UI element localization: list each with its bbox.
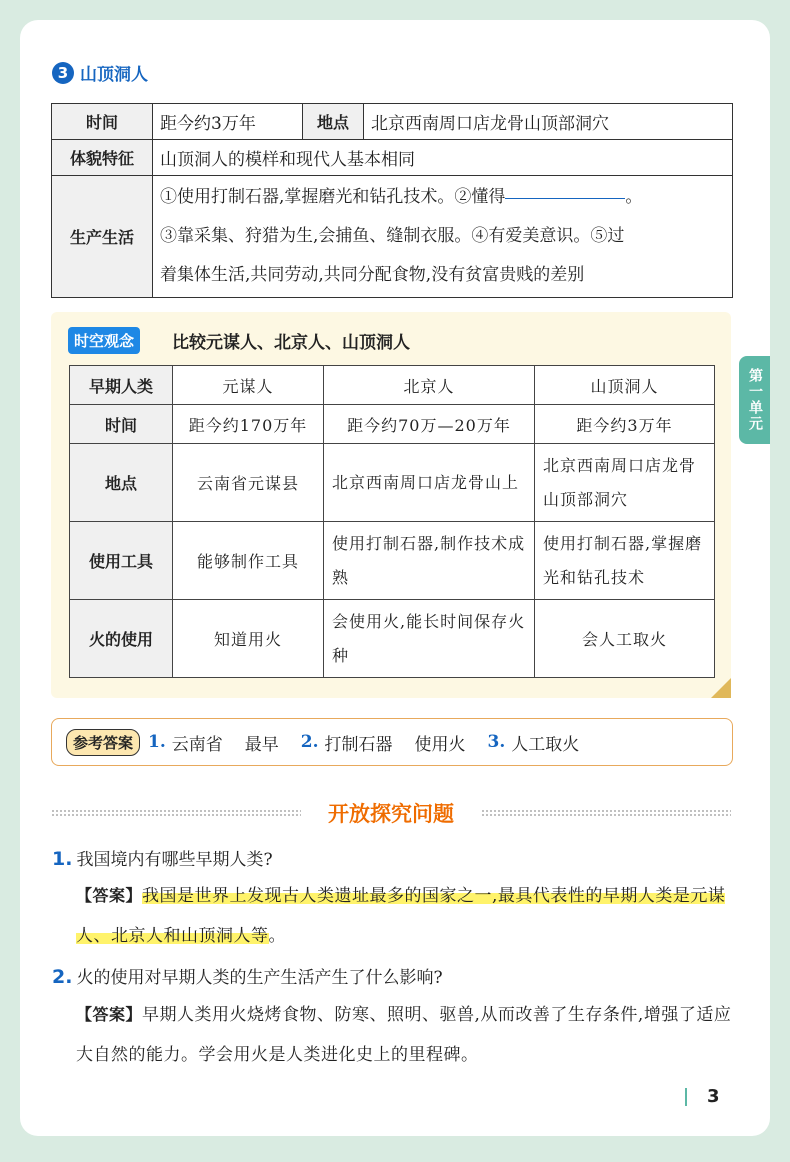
row-label: 使用工具: [70, 522, 173, 600]
header-cell: 北京人: [324, 366, 535, 405]
unit-side-tab: [739, 356, 770, 444]
answer-text: 最早: [244, 734, 279, 755]
table-cell: 使用打制石器,掌握磨光和钻孔技术: [535, 522, 715, 600]
header-cell: 山顶洞人: [535, 366, 715, 405]
table-cell: 会人工取火: [535, 600, 715, 678]
info-table: [51, 103, 733, 298]
question-1: [52, 845, 273, 870]
page-number: 3: [707, 1086, 720, 1107]
life-line3: 着集体生活,共同劳动,共同分配食物,没有贫富贵贱的差别: [160, 265, 585, 285]
feature-label: 体貌特征: [52, 140, 153, 176]
life-line1-end: 。: [625, 187, 643, 207]
answer-number: 3.: [487, 732, 506, 752]
reference-answers: [51, 718, 733, 766]
answer-2: [76, 995, 736, 1075]
answer-text: 使用火: [414, 734, 466, 755]
compare-table: [69, 365, 715, 678]
concept-tag: 时空观念: [68, 327, 140, 354]
table-cell: 距今约70万—20万年: [324, 405, 535, 444]
answer-label: 【答案】: [76, 1005, 143, 1024]
question-number: 2.: [52, 966, 73, 988]
unit-tab-label: 第一单元: [747, 368, 763, 432]
table-cell: 北京西南周口店龙骨山上: [324, 444, 535, 522]
question-2: [52, 963, 443, 988]
section-number: 3: [52, 62, 74, 84]
section-title: 山顶洞人: [80, 65, 148, 85]
answer-end: 。: [268, 926, 286, 946]
place-value: 北京西南周口店龙骨山顶部洞穴: [364, 104, 733, 140]
answer-1: [76, 876, 736, 956]
question-text: 火的使用对早期人类的生产生活产生了什么影响?: [76, 968, 443, 988]
answer-text: 人工取火: [511, 734, 580, 755]
table-cell: 距今约3万年: [535, 405, 715, 444]
answer-text: 云南省: [171, 734, 223, 755]
life-label: 生产生活: [52, 176, 153, 298]
compare-title: 比较元谋人、北京人、山顶洞人: [172, 333, 410, 353]
table-cell: 知道用火: [173, 600, 324, 678]
time-value: 距今约3万年: [153, 104, 303, 140]
table-cell: 云南省元谋县: [173, 444, 324, 522]
section-header: [52, 60, 148, 85]
table-cell: 使用打制石器,制作技术成熟: [324, 522, 535, 600]
footer-bar: [685, 1088, 687, 1106]
corner-fold: [711, 678, 731, 698]
table-cell: 会使用火,能长时间保存火种: [324, 600, 535, 678]
life-value: [153, 176, 733, 298]
feature-value: 山顶洞人的模样和现代人基本相同: [153, 140, 733, 176]
answer-highlight: 我国是世界上发现古人类遗址最多的国家之一,最具代表性的早期人类是元谋人、北京人和山顶洞人等: [76, 886, 726, 946]
answer-label: 【答案】: [76, 886, 143, 905]
place-label: 地点: [303, 104, 364, 140]
answer-number: 2.: [300, 732, 319, 752]
row-label: 地点: [70, 444, 173, 522]
open-questions-title: 开放探究问题: [328, 802, 454, 826]
time-label: 时间: [52, 104, 153, 140]
table-cell: 距今约170万年: [173, 405, 324, 444]
header-cell: 早期人类: [70, 366, 173, 405]
row-label: 时间: [70, 405, 173, 444]
question-text: 我国境内有哪些早期人类?: [76, 850, 273, 870]
answer-text: 早期人类用火烧烤食物、防寒、照明、驱兽,从而改善了生存条件,增强了适应大自然的能力。学会用火是人类进化史上的里程碑。: [76, 1005, 732, 1065]
row-label: 火的使用: [70, 600, 173, 678]
header-cell: 元谋人: [173, 366, 324, 405]
table-cell: 北京西南周口店龙骨山顶部洞穴: [535, 444, 715, 522]
life-line1: ①使用打制石器,掌握磨光和钻孔技术。②懂得: [160, 187, 506, 207]
question-number: 1.: [52, 848, 73, 870]
life-line2: ③靠采集、狩猎为生,会捕鱼、缝制衣服。④有爱美意识。⑤过: [160, 226, 625, 246]
answer-number: 1.: [148, 732, 166, 752]
page-footer: [685, 1086, 720, 1107]
table-cell: 能够制作工具: [173, 522, 324, 600]
answer-text: 打制石器: [324, 734, 393, 755]
open-questions-header: [51, 798, 731, 828]
fill-blank: [505, 197, 625, 199]
answer-tag: 参考答案: [66, 729, 140, 756]
